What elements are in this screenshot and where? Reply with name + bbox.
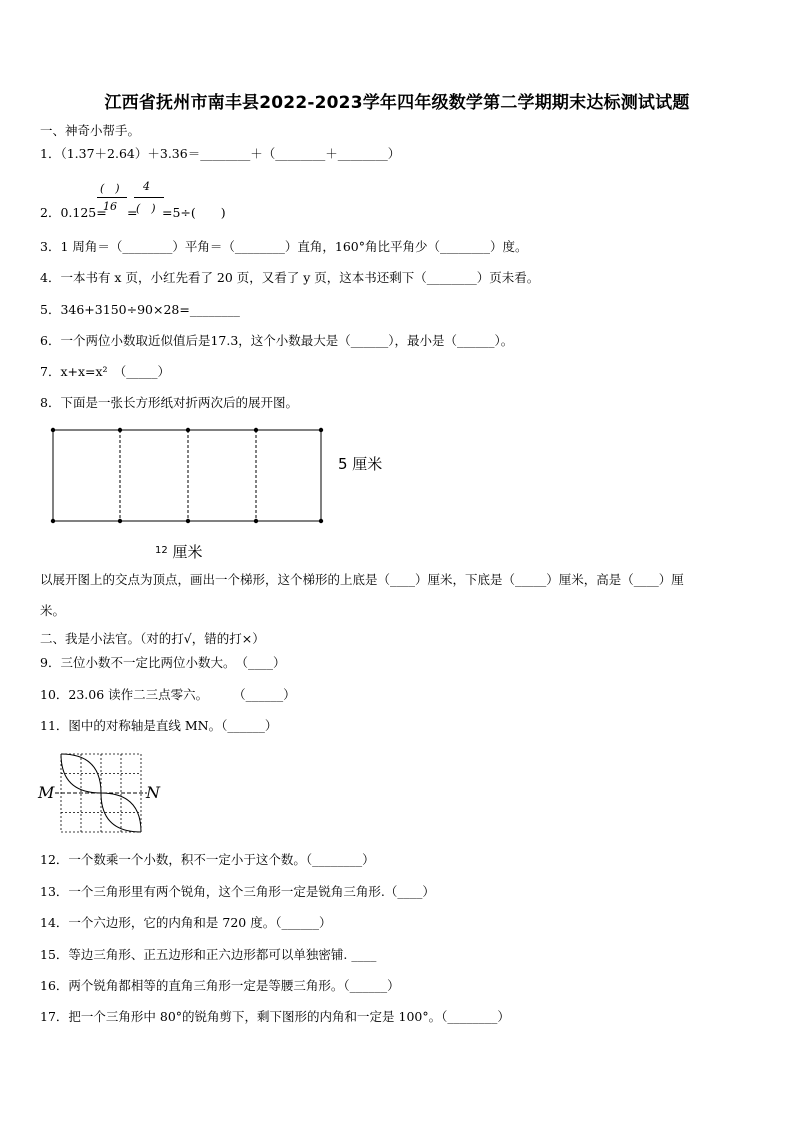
question-14: 14．一个六边形，它的内角和是 720 度。（______） bbox=[40, 915, 332, 930]
section-2-heading: 二、我是小法官。（对的打√，错的打×） bbox=[40, 631, 265, 646]
paper-rectangle bbox=[53, 430, 321, 521]
q2-fraction-1-numerator: ( ) bbox=[100, 182, 120, 195]
intersection-points bbox=[51, 428, 323, 523]
question-11: 11．图中的对称轴是直线 MN。（______） bbox=[40, 718, 278, 733]
question-12: 12．一个数乘一个小数，积不一定小于这个数。（________） bbox=[40, 852, 375, 867]
label-n: N bbox=[146, 783, 160, 802]
q2-fraction-2-numerator: 4 bbox=[143, 180, 150, 193]
section-1-heading: 一、神奇小帮手。 bbox=[40, 123, 141, 138]
question-3: 3．1 周角＝（________）平角＝（________）直角，160°角比平角少（________）度。 bbox=[40, 239, 528, 254]
question-5: 5．346+3150÷90×28=________ bbox=[40, 302, 240, 317]
question-8-answer-line-1: 以展开图上的交点为顶点，画出一个梯形，这个梯形的上底是（____）厘米，下底是（_____）厘米，高是（____）厘 bbox=[40, 572, 684, 587]
figure-width-number: 12 bbox=[155, 545, 168, 556]
question-6: 6．一个两位小数取近似值后是17.3，这个小数最大是（______），最小是（______）。 bbox=[40, 333, 514, 348]
question-13: 13．一个三角形里有两个锐角，这个三角形一定是锐角三角形.（____） bbox=[40, 884, 435, 899]
question-8: 8．下面是一张长方形纸对折两次后的展开图。 bbox=[40, 395, 298, 410]
question-2-suffix: =5÷( ) bbox=[162, 205, 226, 220]
question-2-prefix: 2．0.125= bbox=[40, 205, 107, 220]
q2-equals: = bbox=[127, 205, 138, 220]
question-17: 17．把一个三角形中 80°的锐角剪下，剩下图形的内角和一定是 100°。（________） bbox=[40, 1009, 510, 1024]
q2-fraction-2-denominator: ( ) bbox=[136, 202, 156, 215]
figure-width-unit: 厘米 bbox=[172, 543, 203, 561]
question-15: 15．等边三角形、正五边形和正六边形都可以单独密铺. ____ bbox=[40, 947, 377, 962]
label-m: M bbox=[38, 783, 55, 802]
question-4: 4．一本书有 x 页，小红先看了 20 页，又看了 y 页，这本书还剩下（________）页未看。 bbox=[40, 270, 540, 285]
figure-height-label: 5 厘米 bbox=[338, 455, 383, 473]
q2-fraction-2-bar bbox=[134, 197, 164, 198]
figure-width-label bbox=[155, 541, 203, 562]
symmetry-grid-figure bbox=[55, 750, 147, 834]
page-title: 江西省抚州市南丰县2022-2023学年四年级数学第二学期期末达标测试试题 bbox=[104, 93, 690, 113]
question-7: 7．x+x=x² （_____） bbox=[40, 364, 171, 379]
q2-fraction-1-bar bbox=[97, 197, 127, 198]
question-10: 10．23.06 读作二三点零六。 （______） bbox=[40, 687, 296, 702]
question-9: 9．三位小数不一定比两位小数大。 （____） bbox=[40, 655, 286, 670]
question-16: 16．两个锐角都相等的直角三角形一定是等腰三角形。（______） bbox=[40, 978, 400, 993]
unfolded-paper-figure bbox=[45, 424, 335, 534]
question-1: 1．（1.37＋2.64）＋3.36＝________＋（________＋________） bbox=[40, 146, 401, 161]
q2-fraction-1-denominator: 16 bbox=[103, 200, 117, 213]
question-8-answer-line-2: 米。 bbox=[40, 603, 66, 618]
